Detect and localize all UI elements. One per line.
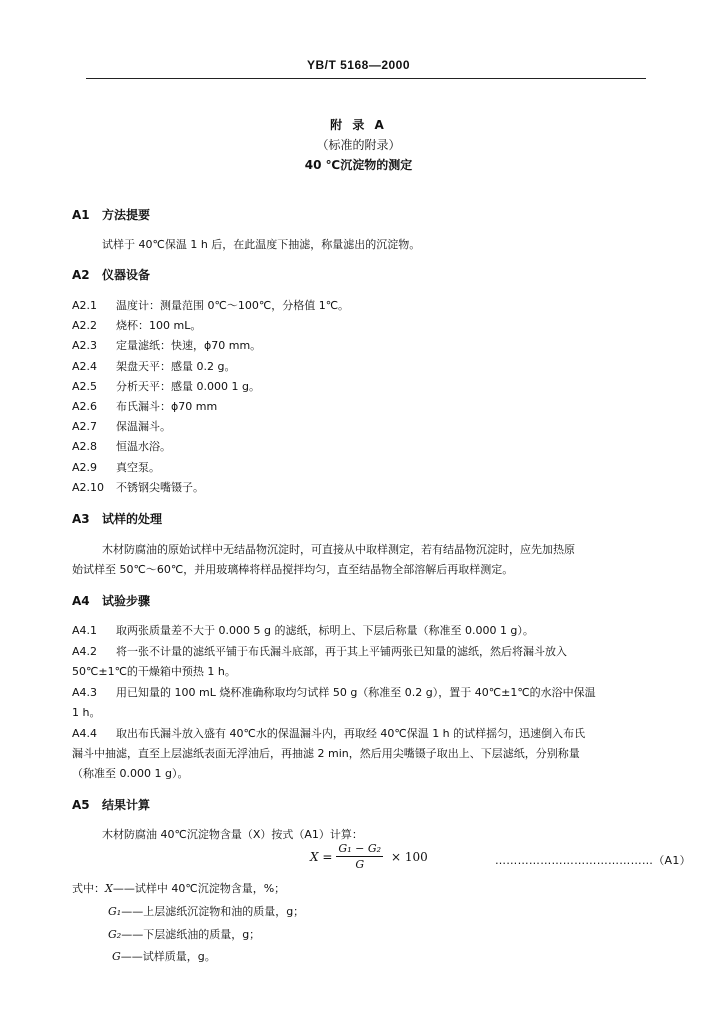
where-desc: ——试样质量，g。 (120, 950, 216, 963)
section-number: A4 (72, 594, 90, 608)
item-text: 烧杯：100 mL。 (116, 319, 202, 332)
standard-code-header: YB/T 5168—2000 (306, 58, 411, 72)
list-item (72, 479, 204, 495)
where-desc: ——下层滤纸油的质量，g； (121, 928, 261, 941)
where-symbol: G₂ (108, 928, 122, 941)
list-item (72, 317, 201, 333)
appendix-title: 附 录 A (330, 118, 387, 132)
appendix-nature: （标准的附录） (316, 138, 401, 152)
item-number: A2.8 (72, 440, 98, 453)
section-heading-text: 结果计算 (102, 798, 151, 812)
section-heading-text: 试样的处理 (102, 512, 163, 526)
item-number: A2.5 (72, 380, 98, 393)
step-text: 将一张不计量的滤纸平铺于布氏漏斗底部，再于其上平铺两张已知量的滤纸，然后将漏斗放入 (116, 645, 567, 658)
item-text: 分析天平：感量 0.000 1 g。 (116, 380, 260, 393)
item-number: A2.10 (72, 481, 105, 494)
item-text: 真空泵。 (116, 461, 160, 474)
list-item (72, 297, 349, 313)
item-text: 架盘天平：感量 0.2 g。 (116, 360, 236, 373)
step-number: A4.2 (72, 645, 98, 658)
section-a3-line: 始试样至 50℃～60℃，并用玻璃棒将样品搅拌均匀，直至结晶物全部溶解后再取样测定。 (72, 563, 514, 576)
header-rule (86, 78, 646, 79)
where-item (72, 880, 285, 896)
item-number: A2.4 (72, 360, 98, 373)
section-number: A1 (72, 208, 90, 222)
item-number: A2.9 (72, 461, 98, 474)
section-number: A2 (72, 268, 90, 282)
section-a5-heading (72, 796, 150, 813)
item-number: A2.3 (72, 339, 98, 352)
item-text: 恒温水浴。 (116, 440, 171, 453)
step-number: A4.1 (72, 624, 98, 637)
section-a1-text: 试样于 40℃保温 1 h 后，在此温度下抽滤，称量滤出的沉淀物。 (102, 238, 421, 251)
formula-fraction (336, 842, 383, 871)
step-item (72, 622, 534, 638)
formula-factor: × 100 (391, 849, 428, 864)
list-item (72, 459, 160, 475)
where-item (108, 903, 304, 919)
section-number: A5 (72, 798, 90, 812)
item-number: A2.6 (72, 400, 98, 413)
step-number: A4.4 (72, 727, 98, 740)
appendix-name: 40 ℃沉淀物的测定 (304, 158, 413, 172)
item-number: A2.7 (72, 420, 98, 433)
item-text: 布氏漏斗：ϕ70 mm (116, 400, 218, 413)
list-item (72, 337, 261, 353)
step-text-continued: 漏斗中抽滤，直至上层滤纸表面无浮油后，再抽滤 2 min，然后用尖嘴镊子取出上、下层滤纸，分别称量 (72, 747, 580, 760)
step-text-continued: 1 h。 (72, 706, 101, 719)
where-desc: ——试样中 40℃沉淀物含量，%； (112, 882, 286, 895)
formula-reference: ……………………………………（A1） (495, 854, 691, 867)
item-number: A2.1 (72, 299, 98, 312)
step-number: A4.3 (72, 686, 98, 699)
step-item (72, 725, 585, 741)
formula-a1 (310, 842, 428, 871)
section-number: A3 (72, 512, 90, 526)
item-text: 保温漏斗。 (116, 420, 171, 433)
list-item (72, 358, 235, 374)
list-item (72, 438, 171, 454)
formula-numerator: G₁ − G₂ (338, 842, 382, 855)
list-item (72, 378, 260, 394)
section-heading-text: 方法提要 (102, 208, 151, 222)
where-symbol: X (105, 882, 113, 895)
step-text: 取两张质量差不大于 0.000 5 g 的滤纸，标明上、下层后称量（称准至 0.000 1 g）。 (116, 624, 534, 637)
item-text: 定量滤纸：快速，ϕ70 mm。 (116, 339, 262, 352)
where-symbol: G (112, 950, 121, 963)
formula-denominator: G (355, 858, 365, 871)
section-a2-heading (72, 266, 150, 283)
step-text: 用已知量的 100 mL 烧杯准确称取均匀试样 50 g（称准至 0.2 g），置于 40℃±1℃的水浴中保温 (116, 686, 596, 699)
section-a1-heading (72, 206, 150, 223)
step-text-continued: （称准至 0.000 1 g）。 (72, 767, 189, 780)
section-a3-line: 木材防腐油的原始试样中无结晶物沉淀时，可直接从中取样测定，若有结晶物沉淀时，应先加热原 (102, 543, 575, 556)
section-a3-heading (72, 510, 162, 527)
section-heading-text: 试验步骤 (102, 594, 151, 608)
item-text: 不锈钢尖嘴镊子。 (116, 481, 204, 494)
section-heading-text: 仪器设备 (102, 268, 151, 282)
list-item (72, 418, 171, 434)
item-text: 温度计：测量范围 0℃～100℃，分格值 1℃。 (116, 299, 350, 312)
step-text: 取出布氏漏斗放入盛有 40℃水的保温漏斗内，再取经 40℃保温 1 h 的试样摇匀，迅速倒入布氏 (116, 727, 586, 740)
item-number: A2.2 (72, 319, 98, 332)
section-a4-heading (72, 592, 150, 609)
step-item (72, 643, 567, 659)
where-symbol: G₁ (108, 905, 122, 918)
step-text-continued: 50℃±1℃的干燥箱中预热 1 h。 (72, 665, 236, 678)
list-item (72, 398, 217, 414)
step-item (72, 684, 596, 700)
where-item (112, 948, 216, 964)
section-a5-intro: 木材防腐油 40℃沉淀物含量（X）按式（A1）计算： (102, 828, 363, 841)
where-desc: ——上层滤纸沉淀物和油的质量，g； (121, 905, 305, 918)
where-prefix: 式中： (72, 882, 105, 895)
formula-lhs: X = (310, 849, 333, 864)
where-item (108, 926, 260, 942)
